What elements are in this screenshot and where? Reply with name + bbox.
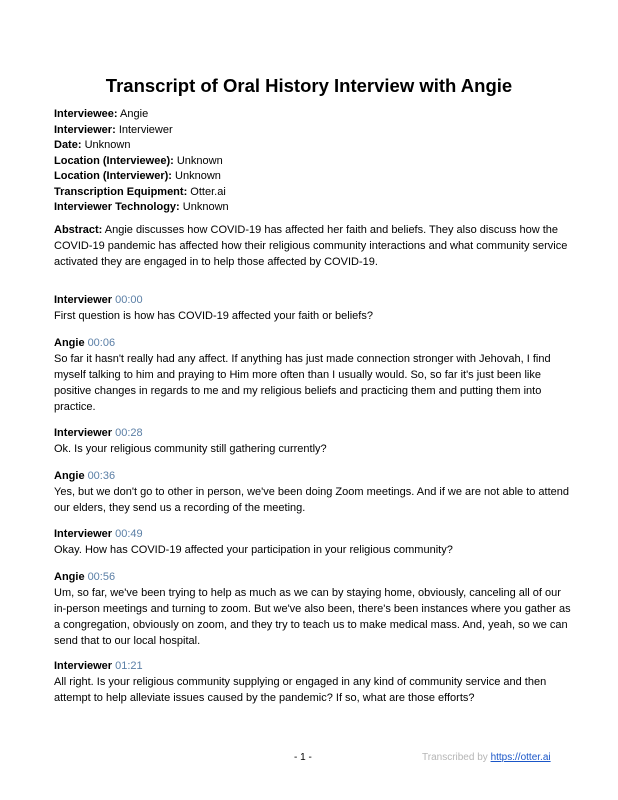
abstract bbox=[54, 222, 569, 270]
timestamp: 01:21 bbox=[115, 660, 143, 672]
transcript-entry bbox=[54, 468, 574, 516]
meta-value: Interviewer bbox=[118, 123, 173, 136]
credit-text: Transcribed by bbox=[422, 752, 488, 763]
transcript-entry bbox=[54, 335, 574, 415]
speaker-name: Angie bbox=[54, 571, 85, 583]
meta-label: Location (Interviewer): bbox=[54, 170, 172, 182]
meta-row-technology bbox=[54, 200, 229, 216]
meta-row-location-interviewee bbox=[54, 154, 229, 170]
speaker-name: Angie bbox=[54, 470, 85, 482]
utterance-text: So far it hasn't really had any affect. If anything has just made connection stronger with Jehovah, I find myself talking to him and praying to Him more often than I usually would. So, so far it's just been like positive changes in regards to me and my religious beliefs and practicing them and putting them into practice. bbox=[54, 353, 551, 413]
meta-value: Unknown bbox=[182, 201, 229, 213]
meta-row-equipment bbox=[54, 185, 229, 201]
meta-label: Interviewer: bbox=[54, 123, 116, 136]
utterance-text: Yes, but we don't go to other in person, we've been doing Zoom meetings. And if we are not able to attend our elders, they send us a recording of the meeting. bbox=[54, 486, 570, 514]
meta-row-interviewee bbox=[54, 107, 229, 123]
otter-link[interactable]: https://otter.ai bbox=[490, 752, 551, 763]
speaker-name: Interviewer bbox=[54, 528, 113, 540]
page-number: - 1 - bbox=[294, 752, 312, 763]
meta-row-interviewer bbox=[54, 123, 229, 139]
abstract-text: Angie discusses how COVID-19 has affected her faith and beliefs. They also discuss how the COVID-19 pandemic has affected how their religious community interactions and what community service activated they are engaged in to help those affected by COVID-19. bbox=[54, 224, 568, 268]
meta-value: Unknown bbox=[84, 139, 131, 151]
meta-row-location-interviewer bbox=[54, 169, 229, 185]
page-title: Transcript of Oral History Interview with Angie bbox=[105, 75, 513, 96]
transcript-entry bbox=[54, 569, 574, 649]
meta-label: Interviewer Technology: bbox=[54, 201, 180, 213]
meta-row-date bbox=[54, 138, 229, 154]
speaker-name: Interviewer bbox=[54, 427, 113, 439]
timestamp: 00:00 bbox=[115, 294, 143, 306]
timestamp: 00:36 bbox=[87, 470, 116, 482]
utterance-text: Okay. How has COVID-19 affected your participation in your religious community? bbox=[54, 544, 453, 556]
transcript-entry bbox=[54, 658, 574, 706]
meta-label: Date: bbox=[54, 139, 82, 151]
meta-label: Interviewee: bbox=[54, 108, 118, 120]
metadata-list bbox=[54, 107, 229, 216]
meta-label: Location (Interviewee): bbox=[54, 154, 174, 167]
timestamp: 00:49 bbox=[115, 528, 143, 540]
meta-value: Angie bbox=[120, 108, 149, 120]
meta-value: Unknown bbox=[176, 154, 223, 167]
speaker-name: Interviewer bbox=[54, 294, 113, 306]
speaker-name: Interviewer bbox=[54, 660, 113, 672]
transcript-entry bbox=[54, 292, 574, 324]
utterance-text: Ok. Is your religious community still gathering currently? bbox=[54, 443, 327, 455]
timestamp: 00:56 bbox=[87, 571, 116, 583]
meta-label: Transcription Equipment: bbox=[54, 185, 188, 198]
abstract-label: Abstract: bbox=[54, 224, 103, 236]
utterance-text: First question is how has COVID-19 affected your faith or beliefs? bbox=[54, 310, 373, 322]
timestamp: 00:28 bbox=[115, 427, 143, 439]
transcript-entry bbox=[54, 425, 574, 457]
meta-value: Otter.ai bbox=[190, 185, 226, 198]
timestamp: 00:06 bbox=[87, 337, 116, 349]
transcript-entry bbox=[54, 526, 574, 558]
speaker-name: Angie bbox=[54, 337, 85, 349]
transcription-credit bbox=[422, 752, 551, 763]
meta-value: Unknown bbox=[175, 170, 221, 182]
utterance-text: All right. Is your religious community supplying or engaged in any kind of community service and then attempt to help alleviate issues caused by the pandemic? If so, what are those efforts? bbox=[54, 676, 547, 704]
utterance-text: Um, so far, we've been trying to help as much as we can by staying home, obviously, canceling all of our in-person meetings and turning to zoom. But we've also been, there's been instances where you gather as a congregation, obviously on zoom, and they try to teach us to make medical mass. And, yeah, so we can send that to our local hospital. bbox=[54, 587, 571, 647]
